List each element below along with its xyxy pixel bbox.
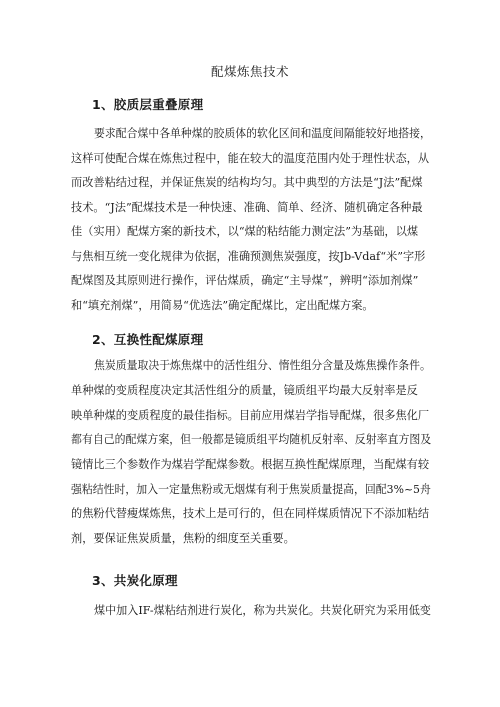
paragraph-line: 强粘结性时，加入一定量焦粉或无烟煤有利于焦炭质量提高，回配3%~5舟 [71,483,431,496]
section-3-heading: 3、共炭化原理 [92,573,178,588]
paragraph-line: 焦炭质量取决于炼焦煤中的活性组分、惰性组分含量及炼焦操作条件。 [94,359,431,372]
paragraph-line: 的焦粉代替瘦煤炼焦，技术上是可行的，但在同样煤质情况下不添加粘结 [71,507,430,520]
paragraph-line: 配煤图及其原则进行操作，评估煤质，确定“主导煤”，辨明“添加剂煤” [71,274,419,287]
paragraph-line: 要求配合煤中各单种煤的胶质体的软化区间和温度间隔能较好地搭接， [94,127,431,140]
paragraph-line: 镜情比三个参数作为煤岩学配煤参数。根据互换性配煤原理，当配煤有较 [71,458,430,471]
paragraph-line: 单种煤的变质程度决定其活性组分的质量，镜质组平均最大反射率是反 [71,384,418,397]
section-1-heading: 1、胶质层重叠原理 [92,97,204,112]
paragraph-line: 映单种煤的变质程度的最佳指标。目前应用煤岩学指导配煤，很多焦化厂 [71,409,430,422]
paragraph-line: 和“填充剂煤”，用简易“优选法”确定配煤比，定出配煤方案。 [71,299,374,312]
paragraph-line: 都有自己的配煤方案，但一般都是镜质组平均随机反射率、反射率直方图及 [71,433,432,446]
paragraph-line: 而改善粘结过程，并保证焦炭的结构均匀。其中典型的方法是“J法”配煤 [71,176,423,189]
paragraph-line: 技术。“J法”配煤技术是一种快速、准确、简单、经济、随机确定各种最 [71,201,423,214]
paragraph-line: 剂，要保证焦炭质量，焦粉的细度至关重要。 [71,532,295,545]
paragraph-line: 佳（实用）配煤方案的新技术，以“煤的粘结能力测定法”为基础，以煤 [71,225,419,238]
paragraph-line: 煤中加入IF-煤粘结剂进行炭化，称为共炭化。共炭化研究为采用低变 [94,604,431,617]
document-title: 配煤炼焦技术 [210,64,289,79]
section-2-heading: 2、互换性配煤原理 [92,332,204,347]
paragraph-line: 这样可使配合煤在炼焦过程中，能在较大的温度范围内处于理性状态，从 [71,152,430,165]
paragraph-line: 与焦相互统一变化规律为依据，准确预测焦炭强度，按Jb-Vdaf“米”字形 [71,250,426,263]
